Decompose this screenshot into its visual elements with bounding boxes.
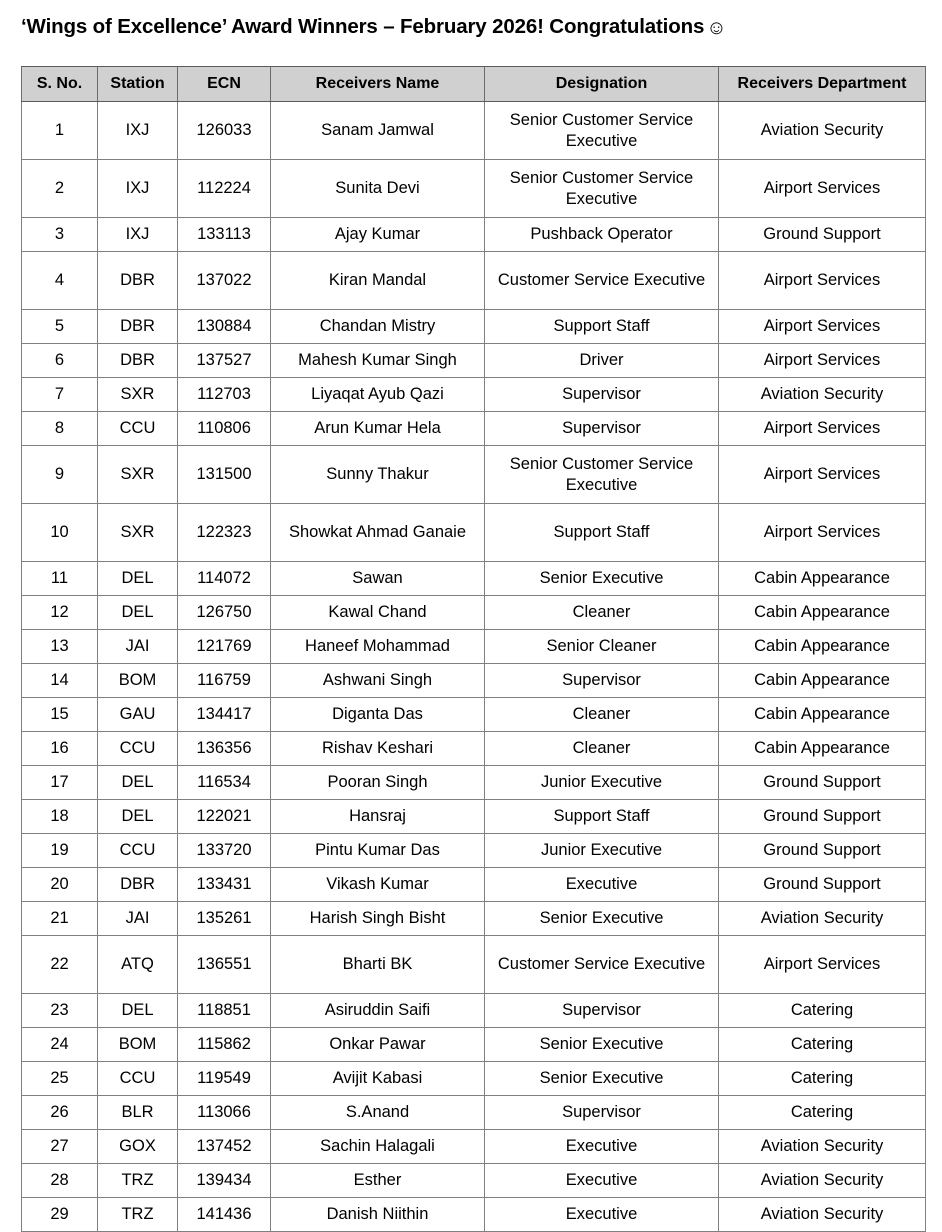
cell-receiver-name: Harish Singh Bisht — [271, 902, 485, 936]
cell-designation: Executive — [485, 1130, 719, 1164]
table-row — [22, 160, 926, 218]
cell-station: TRZ — [98, 1198, 178, 1232]
cell-department: Cabin Appearance — [719, 630, 926, 664]
cell-station: DEL — [98, 562, 178, 596]
cell-ecn: 133431 — [178, 868, 271, 902]
cell-ecn: 119549 — [178, 1062, 271, 1096]
cell-ecn: 136356 — [178, 732, 271, 766]
cell-designation: Executive — [485, 1164, 719, 1198]
table-row — [22, 344, 926, 378]
cell-serial-number: 15 — [22, 698, 98, 732]
cell-department: Aviation Security — [719, 1198, 926, 1232]
table-row — [22, 698, 926, 732]
cell-station: CCU — [98, 412, 178, 446]
cell-department: Aviation Security — [719, 378, 926, 412]
cell-receiver-name: Sachin Halagali — [271, 1130, 485, 1164]
cell-receiver-name: Arun Kumar Hela — [271, 412, 485, 446]
cell-serial-number: 19 — [22, 834, 98, 868]
cell-receiver-name: Mahesh Kumar Singh — [271, 344, 485, 378]
cell-serial-number: 23 — [22, 994, 98, 1028]
cell-ecn: 122323 — [178, 504, 271, 562]
cell-station: SXR — [98, 446, 178, 504]
page-title-text: ‘Wings of Excellence’ Award Winners – February 2026! Congratulations — [21, 15, 705, 38]
table-row — [22, 630, 926, 664]
cell-receiver-name: Kawal Chand — [271, 596, 485, 630]
cell-receiver-name: Ashwani Singh — [271, 664, 485, 698]
cell-department: Cabin Appearance — [719, 698, 926, 732]
cell-designation: Supervisor — [485, 664, 719, 698]
cell-receiver-name: Hansraj — [271, 800, 485, 834]
cell-designation: Senior Executive — [485, 902, 719, 936]
cell-department: Airport Services — [719, 504, 926, 562]
cell-designation: Junior Executive — [485, 834, 719, 868]
cell-serial-number: 7 — [22, 378, 98, 412]
cell-ecn: 126750 — [178, 596, 271, 630]
cell-serial-number: 13 — [22, 630, 98, 664]
table-row — [22, 1198, 926, 1232]
cell-designation: Supervisor — [485, 994, 719, 1028]
cell-ecn: 118851 — [178, 994, 271, 1028]
cell-receiver-name: Diganta Das — [271, 698, 485, 732]
cell-designation: Supervisor — [485, 1096, 719, 1130]
cell-station: BLR — [98, 1096, 178, 1130]
cell-receiver-name: Danish Niithin — [271, 1198, 485, 1232]
award-winners-table-container — [21, 66, 925, 1232]
table-row — [22, 868, 926, 902]
cell-department: Airport Services — [719, 446, 926, 504]
cell-receiver-name: Ajay Kumar — [271, 218, 485, 252]
cell-ecn: 116759 — [178, 664, 271, 698]
cell-station: ATQ — [98, 936, 178, 994]
cell-department: Ground Support — [719, 800, 926, 834]
cell-receiver-name: Haneef Mohammad — [271, 630, 485, 664]
cell-receiver-name: Showkat Ahmad Ganaie — [271, 504, 485, 562]
table-row — [22, 1164, 926, 1198]
cell-designation: Senior Customer Service Executive — [485, 446, 719, 504]
table-row — [22, 1130, 926, 1164]
cell-station: IXJ — [98, 160, 178, 218]
cell-station: CCU — [98, 834, 178, 868]
cell-department: Cabin Appearance — [719, 596, 926, 630]
cell-department: Catering — [719, 1062, 926, 1096]
cell-station: JAI — [98, 902, 178, 936]
table-row — [22, 800, 926, 834]
column-header-sno: S. No. — [22, 67, 98, 102]
cell-designation: Cleaner — [485, 732, 719, 766]
cell-station: IXJ — [98, 102, 178, 160]
cell-ecn: 126033 — [178, 102, 271, 160]
cell-serial-number: 28 — [22, 1164, 98, 1198]
cell-designation: Senior Customer Service Executive — [485, 102, 719, 160]
cell-department: Cabin Appearance — [719, 664, 926, 698]
cell-department: Ground Support — [719, 868, 926, 902]
cell-designation: Supervisor — [485, 412, 719, 446]
cell-ecn: 137527 — [178, 344, 271, 378]
table-row — [22, 412, 926, 446]
cell-station: BOM — [98, 664, 178, 698]
award-winners-table — [21, 66, 926, 1232]
cell-serial-number: 26 — [22, 1096, 98, 1130]
table-row — [22, 562, 926, 596]
cell-designation: Executive — [485, 868, 719, 902]
cell-ecn: 139434 — [178, 1164, 271, 1198]
table-row — [22, 1096, 926, 1130]
cell-station: DEL — [98, 800, 178, 834]
cell-serial-number: 14 — [22, 664, 98, 698]
cell-department: Aviation Security — [719, 102, 926, 160]
table-row — [22, 834, 926, 868]
cell-ecn: 131500 — [178, 446, 271, 504]
column-header-designation: Designation — [485, 67, 719, 102]
table-row — [22, 994, 926, 1028]
cell-station: SXR — [98, 504, 178, 562]
cell-department: Aviation Security — [719, 902, 926, 936]
cell-receiver-name: Rishav Keshari — [271, 732, 485, 766]
cell-serial-number: 1 — [22, 102, 98, 160]
cell-ecn: 137452 — [178, 1130, 271, 1164]
cell-designation: Pushback Operator — [485, 218, 719, 252]
cell-receiver-name: Vikash Kumar — [271, 868, 485, 902]
cell-serial-number: 11 — [22, 562, 98, 596]
column-header-department: Receivers Department — [719, 67, 926, 102]
column-header-ecn: ECN — [178, 67, 271, 102]
cell-department: Airport Services — [719, 936, 926, 994]
cell-station: GOX — [98, 1130, 178, 1164]
cell-designation: Support Staff — [485, 504, 719, 562]
cell-receiver-name: Sunny Thakur — [271, 446, 485, 504]
table-row — [22, 596, 926, 630]
cell-designation: Customer Service Executive — [485, 936, 719, 994]
cell-receiver-name: Pintu Kumar Das — [271, 834, 485, 868]
cell-ecn: 122021 — [178, 800, 271, 834]
cell-ecn: 115862 — [178, 1028, 271, 1062]
cell-ecn: 110806 — [178, 412, 271, 446]
cell-station: DEL — [98, 994, 178, 1028]
cell-designation: Senior Executive — [485, 562, 719, 596]
cell-receiver-name: Liyaqat Ayub Qazi — [271, 378, 485, 412]
table-row — [22, 902, 926, 936]
cell-department: Aviation Security — [719, 1164, 926, 1198]
cell-department: Airport Services — [719, 310, 926, 344]
cell-department: Ground Support — [719, 766, 926, 800]
cell-serial-number: 16 — [22, 732, 98, 766]
cell-serial-number: 2 — [22, 160, 98, 218]
cell-department: Airport Services — [719, 344, 926, 378]
cell-receiver-name: Onkar Pawar — [271, 1028, 485, 1062]
cell-department: Ground Support — [719, 834, 926, 868]
cell-department: Airport Services — [719, 252, 926, 310]
cell-ecn: 112703 — [178, 378, 271, 412]
cell-serial-number: 10 — [22, 504, 98, 562]
cell-designation: Senior Customer Service Executive — [485, 160, 719, 218]
cell-department: Cabin Appearance — [719, 732, 926, 766]
cell-serial-number: 9 — [22, 446, 98, 504]
cell-department: Aviation Security — [719, 1130, 926, 1164]
table-row — [22, 732, 926, 766]
cell-designation: Customer Service Executive — [485, 252, 719, 310]
cell-station: DBR — [98, 868, 178, 902]
cell-serial-number: 21 — [22, 902, 98, 936]
cell-station: SXR — [98, 378, 178, 412]
cell-designation: Driver — [485, 344, 719, 378]
cell-department: Ground Support — [719, 218, 926, 252]
cell-station: IXJ — [98, 218, 178, 252]
cell-designation: Senior Executive — [485, 1062, 719, 1096]
column-header-name: Receivers Name — [271, 67, 485, 102]
table-row — [22, 1028, 926, 1062]
cell-department: Airport Services — [719, 160, 926, 218]
cell-station: BOM — [98, 1028, 178, 1062]
cell-station: DBR — [98, 252, 178, 310]
cell-serial-number: 8 — [22, 412, 98, 446]
cell-ecn: 135261 — [178, 902, 271, 936]
cell-station: DEL — [98, 596, 178, 630]
cell-ecn: 121769 — [178, 630, 271, 664]
cell-department: Catering — [719, 994, 926, 1028]
cell-serial-number: 18 — [22, 800, 98, 834]
table-row — [22, 1062, 926, 1096]
cell-receiver-name: Sawan — [271, 562, 485, 596]
cell-ecn: 130884 — [178, 310, 271, 344]
cell-ecn: 136551 — [178, 936, 271, 994]
cell-receiver-name: Asiruddin Saifi — [271, 994, 485, 1028]
cell-receiver-name: S.Anand — [271, 1096, 485, 1130]
cell-receiver-name: Sanam Jamwal — [271, 102, 485, 160]
table-row — [22, 936, 926, 994]
table-header — [22, 67, 926, 102]
cell-receiver-name: Pooran Singh — [271, 766, 485, 800]
cell-department: Airport Services — [719, 412, 926, 446]
cell-serial-number: 5 — [22, 310, 98, 344]
cell-department: Catering — [719, 1028, 926, 1062]
cell-designation: Junior Executive — [485, 766, 719, 800]
cell-ecn: 113066 — [178, 1096, 271, 1130]
cell-serial-number: 27 — [22, 1130, 98, 1164]
cell-designation: Cleaner — [485, 698, 719, 732]
table-row — [22, 378, 926, 412]
page-title — [0, 0, 942, 41]
cell-designation: Senior Executive — [485, 1028, 719, 1062]
table-row — [22, 664, 926, 698]
cell-serial-number: 29 — [22, 1198, 98, 1232]
cell-designation: Senior Cleaner — [485, 630, 719, 664]
cell-designation: Cleaner — [485, 596, 719, 630]
cell-receiver-name: Bharti BK — [271, 936, 485, 994]
table-row — [22, 310, 926, 344]
cell-serial-number: 20 — [22, 868, 98, 902]
cell-designation: Executive — [485, 1198, 719, 1232]
cell-designation: Support Staff — [485, 310, 719, 344]
table-row — [22, 102, 926, 160]
cell-ecn: 112224 — [178, 160, 271, 218]
cell-station: DEL — [98, 766, 178, 800]
cell-serial-number: 24 — [22, 1028, 98, 1062]
cell-designation: Supervisor — [485, 378, 719, 412]
cell-station: DBR — [98, 344, 178, 378]
cell-ecn: 116534 — [178, 766, 271, 800]
column-header-station: Station — [98, 67, 178, 102]
cell-receiver-name: Esther — [271, 1164, 485, 1198]
cell-station: GAU — [98, 698, 178, 732]
cell-ecn: 137022 — [178, 252, 271, 310]
cell-serial-number: 12 — [22, 596, 98, 630]
cell-station: DBR — [98, 310, 178, 344]
smiley-face-icon: ☺ — [706, 17, 727, 39]
cell-receiver-name: Kiran Mandal — [271, 252, 485, 310]
cell-ecn: 114072 — [178, 562, 271, 596]
cell-receiver-name: Avijit Kabasi — [271, 1062, 485, 1096]
cell-ecn: 133113 — [178, 218, 271, 252]
cell-designation: Support Staff — [485, 800, 719, 834]
cell-station: TRZ — [98, 1164, 178, 1198]
cell-station: CCU — [98, 1062, 178, 1096]
cell-ecn: 133720 — [178, 834, 271, 868]
table-header-row — [22, 67, 926, 102]
table-row — [22, 766, 926, 800]
cell-receiver-name: Sunita Devi — [271, 160, 485, 218]
table-row — [22, 446, 926, 504]
cell-serial-number: 25 — [22, 1062, 98, 1096]
cell-serial-number: 4 — [22, 252, 98, 310]
table-row — [22, 218, 926, 252]
cell-department: Catering — [719, 1096, 926, 1130]
cell-station: JAI — [98, 630, 178, 664]
cell-department: Cabin Appearance — [719, 562, 926, 596]
table-body — [22, 102, 926, 1232]
cell-ecn: 141436 — [178, 1198, 271, 1232]
cell-serial-number: 6 — [22, 344, 98, 378]
cell-serial-number: 3 — [22, 218, 98, 252]
cell-station: CCU — [98, 732, 178, 766]
table-row — [22, 504, 926, 562]
cell-receiver-name: Chandan Mistry — [271, 310, 485, 344]
table-row — [22, 252, 926, 310]
cell-serial-number: 17 — [22, 766, 98, 800]
cell-ecn: 134417 — [178, 698, 271, 732]
cell-serial-number: 22 — [22, 936, 98, 994]
